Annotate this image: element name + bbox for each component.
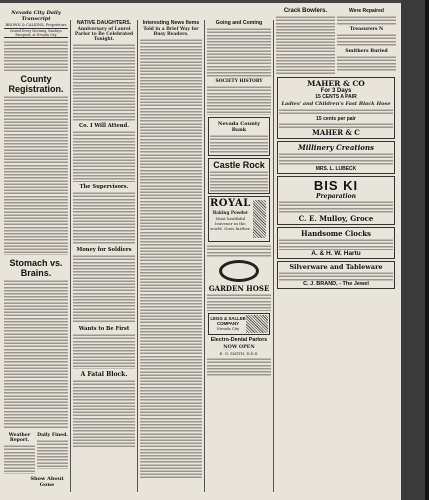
ad-biscuit-title: BIS KI [313,178,359,193]
ad-biscuit-signature: C. E. Mulloy, Groce [298,214,374,223]
page-top-edge [0,0,429,3]
masthead-rates-block [4,40,68,72]
headline-money-for-soldiers: Money for Soldiers [76,247,132,253]
headline-crack-bowlers: Crack Bowlers. [283,8,328,14]
ad-silverware-body [279,271,393,281]
ad-maher-subtitle: For 3 Days [320,88,352,94]
ad-royal-title: ROYAL [210,198,251,209]
ad-maher-line: Ladies' and Children's Fast Black Hose [281,101,391,107]
ad-garden-hose-body [207,293,271,311]
article-stomach-vs-brains-body [4,279,68,429]
ad-maher-price: 15 CENTS A PAIR [315,94,357,100]
ad-electro-dental-title: Electro-Dental Parlors [210,337,268,343]
ad-bank-title: Nevada County Bank [217,121,261,133]
ad-maher-price2: 15 cents per pair [316,116,356,122]
ad-castle-rock-body [210,170,268,192]
column-rule [137,20,138,492]
article-native-daughters-body [73,43,135,121]
ad-clocks-body [279,238,393,250]
ad-silverware-title: Silverware and Tableware [289,263,383,271]
ad-biscuit-subtitle: Preparation [315,193,357,200]
column-rule [70,20,71,492]
headline-county-registration: County Registration. [8,74,64,94]
column-rule [273,20,274,492]
ad-millinery-signature: MRS. L. LUBECK [315,166,357,172]
article-misc-body [207,244,271,258]
headline-supervisors: The Supervisors. [79,184,129,190]
article-fatal-block-body [73,379,135,449]
headline-treasurers: Treasurers N [349,27,384,32]
ad-legg-line2: COMPANY [216,321,240,326]
ad-royal-baking-powder [208,196,270,242]
masthead-info: Issued Every Morning, Sundays Excepted, at Nevada City [4,28,68,38]
ad-silverware-signature: C. J. BRAND, - The Jewel [303,281,369,287]
ad-castle-rock-title: Castle Rock [213,160,265,170]
headline-were-repaired: Were Repaired [349,8,384,14]
headline-show-about-gone: Show About Gone [30,476,64,488]
headline-interesting-news: Interesting News Items [142,20,200,26]
article-county-registration-body [4,95,68,255]
article-society-body [207,85,271,115]
ad-maher-title: MAHER & CO [307,79,365,88]
ad-maher-signature: MAHER & C [312,128,360,137]
headline-weather-report: Weather Report. [8,433,31,443]
subhead-busy-readers: Told in a Brief Way for Busy Readers. [143,27,199,37]
ad-electro-dental-now-open: NOW OPEN [223,344,255,350]
ad-maher-co [277,77,395,139]
ad-castle-rock [208,158,270,194]
column-rule [204,20,205,492]
article-daily-fined-body [37,439,68,469]
ad-clocks-signature: A. & H. W. Hartu [311,250,361,257]
ad-silverware [277,261,395,289]
ad-electro-dental-name: E. G. SMITH, D.D.S. [219,351,259,356]
column-5 [276,6,396,494]
ad-legg-sallee [208,313,270,335]
article-crack-bowlers-body [276,15,335,75]
ad-royal-can-illustration [253,200,266,238]
column-2 [73,18,135,494]
headline-native-daughters: NATIVE DAUGHTERS. [76,20,132,26]
headline-fatal-block: A Fatal Block. [80,371,128,378]
headline-stomach-vs-brains: Stomach vs. Brains. [9,258,63,278]
masthead-publishers: BROWN & CALKINS, Proprietors [5,23,67,27]
article-weather-body [4,444,35,474]
article-money-body [73,254,135,324]
headline-smithers-buried: Smithers Buried [345,49,388,54]
ad-biscuit [277,176,395,225]
headline-co-i-will-attend: Co. I Will Attend. [78,123,130,129]
article-supervisors-body [73,191,135,245]
article-treasurers-body [337,33,396,47]
ad-garden-hose-title: GARDEN HOSE [208,284,270,293]
ad-millinery [277,141,395,174]
subhead-laurel-parlor: Anniversary of Laurel Parlor to Be Celebrated Tonight. [74,27,134,42]
article-going-coming-body [207,27,271,77]
article-repaired-body [337,15,396,25]
ad-legg-stove-illustration [246,315,268,333]
ad-millinery-title: Millinery Creations [298,143,374,152]
hose-coil-illustration [219,260,259,282]
ad-legg-line1: LEGG & SALLEE [210,316,246,321]
masthead-title: Nevada City Daily Transcript [11,10,61,22]
headline-daily-fined: Daily Fined. [37,433,68,438]
page-edge [425,0,429,500]
ad-clocks [277,227,395,259]
ad-royal-subtitle: Baking Powder [212,210,249,215]
ad-legg-line3: Nevada City [216,327,240,331]
ad-nevada-county-bank [208,117,270,156]
headline-going-and-coming: Going and Coming [215,20,263,26]
article-smithers-body [337,55,396,71]
ad-electro-dental-body [207,357,271,377]
ad-biscuit-body [279,200,393,214]
ad-millinery-body [279,152,393,166]
headline-society-history: SOCIETY HISTORY [215,79,263,84]
article-co-i-body [73,130,135,182]
ad-royal-text: Most healthful leavener in the world. Goes farther. [210,216,251,231]
headline-wants-to-be-first: Wants to Be First [78,326,130,332]
article-wants-body [73,333,135,369]
column-4 [207,18,271,494]
ad-bank-body [210,134,268,154]
ad-clocks-title: Handsome Clocks [301,229,371,238]
column-3 [140,18,202,494]
ad-maher-body [279,108,393,116]
column-1 [4,8,68,494]
article-news-items-body [140,38,202,478]
